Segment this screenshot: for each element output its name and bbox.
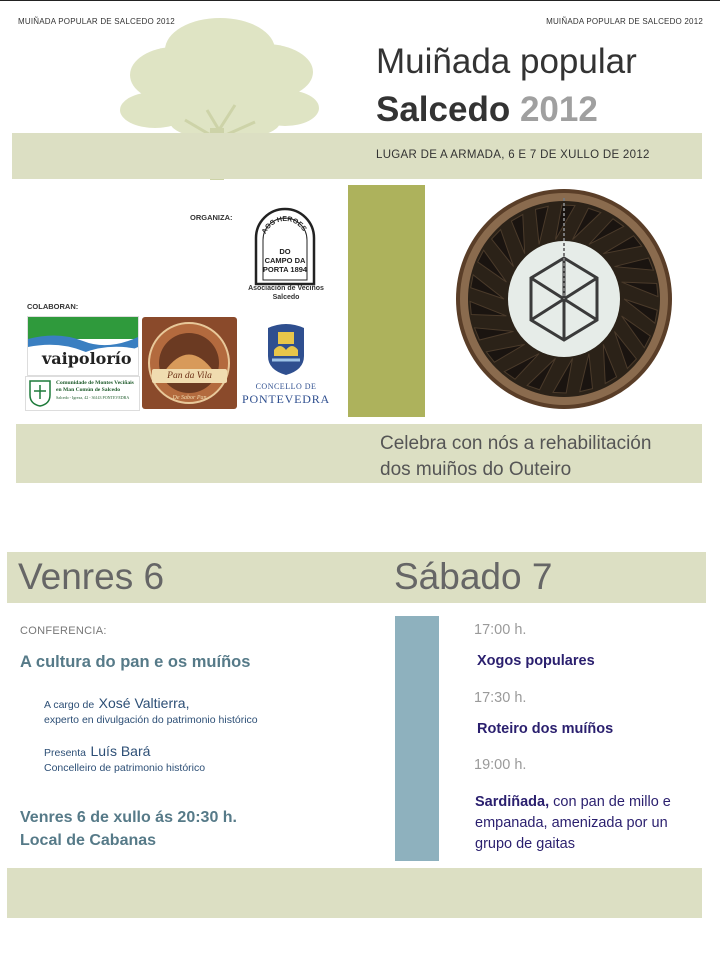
concello-line-2: PONTEVEDRA (242, 392, 330, 406)
speaker-role: experto en divulgación do patrimonio histórico (44, 714, 258, 726)
celebra-line-1: Celebra con nós a rehabilitación (380, 433, 652, 454)
presenter-name: Luís Bará (90, 743, 151, 759)
speaker-block (44, 695, 258, 726)
comunidade-montes-logo (25, 376, 140, 411)
water-wheel-image (455, 188, 673, 410)
emblem-icon (28, 379, 52, 407)
vaipolorio-text: vaipolorío (42, 349, 132, 368)
title-name: Salcedo (376, 90, 511, 129)
celebra-text (380, 431, 651, 483)
header-right-label: MUIÑADA POPULAR DE SALCEDO 2012 (546, 17, 703, 26)
event-3 (475, 792, 700, 855)
cargo-prefix: A cargo de (44, 699, 95, 711)
when-line-1: Venres 6 de xullo ás 20:30 h. (20, 809, 237, 826)
event-title-2: Roteiro dos muíños (477, 721, 614, 737)
header-left-label: MUIÑADA POPULAR DE SALCEDO 2012 (18, 17, 175, 26)
top-rule (0, 0, 720, 1)
speaker-name: Xosé Valtierra (98, 695, 186, 711)
presenter-block (44, 743, 205, 774)
pan-da-vila-name: Pan da Vila (167, 371, 212, 381)
blue-bar (395, 616, 439, 861)
seal-text-2: CAMPO DA (264, 256, 306, 265)
event-desc-3: con pan de millo e empanada, amenizada por un grupo de gaitas (475, 794, 671, 852)
seal-logo (250, 206, 320, 286)
concello-line-1: CONCELLO DE (255, 382, 317, 391)
seal-arc-text: AOS HEROES (260, 215, 308, 236)
event-time-2: 17:30 h. (474, 690, 527, 706)
pan-da-vila-sub: De Sabor Pan (172, 395, 207, 401)
presenta-prefix: Presenta (44, 747, 87, 759)
olive-block (348, 185, 425, 417)
event-place-date: LUGAR DE A ARMADA, 6 E 7 DE XULLO DE 2012 (376, 149, 650, 161)
title-year: 2012 (519, 90, 598, 129)
association-line-1: Asociación de Veciños (248, 285, 324, 292)
concello-pontevedra-logo (242, 318, 330, 410)
day-sabado: Sábado 7 (394, 556, 553, 597)
event-title-3: Sardiñada, (475, 794, 550, 810)
conference-title: A cultura do pan e os muíños (20, 653, 251, 671)
conference-when (20, 806, 237, 852)
pontevedra-shield-icon (264, 320, 308, 376)
comunidade-line-2: en Man Común de Salcedo (56, 387, 121, 393)
when-line-2: Local de Cabanas (20, 832, 157, 849)
comunidade-line-1: Comunidade de Montes Veciñais (56, 380, 134, 386)
comunidade-line-3: Salcedo - Igrexa, 42 - 36143 PONTEVEDRA (56, 395, 130, 400)
organiza-label: ORGANIZA: (190, 213, 233, 222)
day-venres: Venres 6 (18, 556, 165, 597)
association-line-2: Salcedo (272, 294, 300, 301)
title-line-2 (376, 90, 598, 130)
speaker-comma: , (185, 695, 190, 711)
conference-label: CONFERENCIA: (20, 625, 107, 637)
pan-da-vila-logo (142, 317, 237, 409)
presenter-role: Concelleiro de patrimonio histórico (44, 762, 206, 774)
event-time-1: 17:00 h. (474, 622, 527, 638)
vaipolorio-logo (27, 316, 139, 376)
association-name (246, 284, 326, 302)
bottom-band (7, 868, 702, 918)
event-time-3: 19:00 h. (474, 757, 527, 773)
celebra-line-2: dos muiños do Outeiro (380, 459, 572, 480)
seal-text-3: PORTA 1894 (262, 265, 308, 274)
seal-text-1: DO (279, 247, 291, 256)
colaboran-label: COLABORAN: (27, 302, 79, 311)
title-line-1: Muiñada popular (376, 42, 637, 81)
event-title-1: Xogos populares (477, 653, 595, 669)
